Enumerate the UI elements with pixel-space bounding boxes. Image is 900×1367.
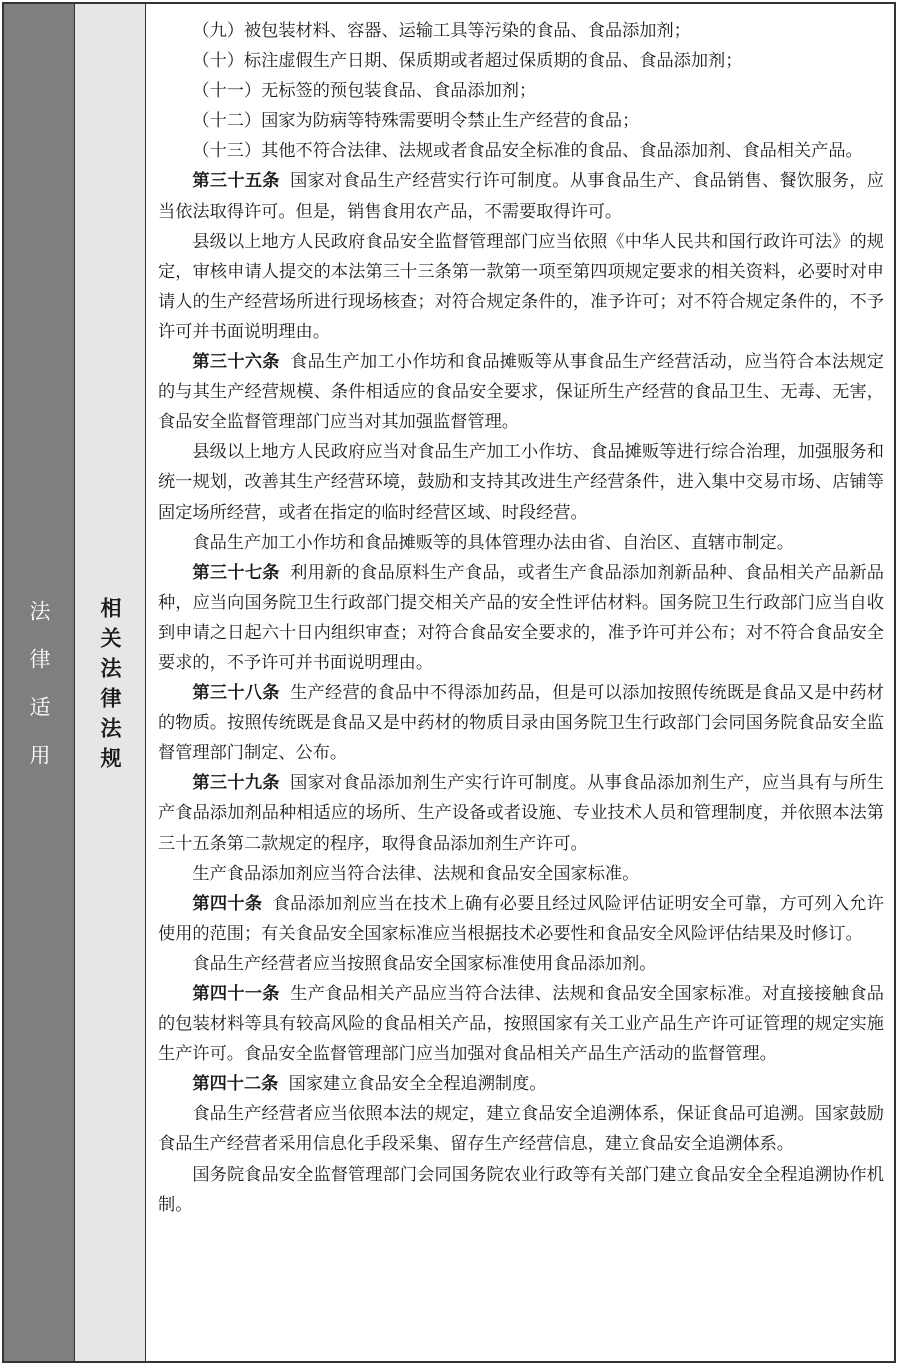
paragraph-text: 生产食品相关产品应当符合法律、法规和食品安全国家标准。对直接接触食品的包装材料等具有较高风险的食品相关产品，按照国家有关工业产品生产许可证管理的规定实施生产许可。食品安全监督管理部门应当加强对食品相关产品生产活动的监督管理。 <box>158 984 884 1065</box>
law-paragraph <box>158 347 884 437</box>
law-paragraph <box>158 227 884 347</box>
paragraph-text: 生产经营的食品中不得添加药品，但是可以添加按照传统既是食品又是中药材的物质。按照传统既是食品又是中药材的物质目录由国务院卫生行政部门会同国务院食品安全监督管理部门制定、公布。 <box>158 683 884 764</box>
article-number: 第四十条 <box>192 893 263 914</box>
paragraph-text: 食品生产经营者应当按照食品安全国家标准使用食品添加剂。 <box>192 953 657 974</box>
law-paragraph <box>158 558 884 678</box>
paragraph-text: （十三）其他不符合法律、法规或者食品安全标准的食品、食品添加剂、食品相关产品。 <box>192 141 863 162</box>
law-paragraph <box>158 889 884 949</box>
law-paragraph <box>158 437 884 527</box>
article-number: 第三十五条 <box>192 171 280 192</box>
article-number: 第四十二条 <box>192 1074 279 1095</box>
law-paragraph <box>158 768 884 858</box>
paragraph-text: 利用新的食品原料生产食品，或者生产食品添加剂新品种、食品相关产品新品种，应当向国务院卫生行政部门提交相关产品的安全性评估材料。国务院卫生行政部门应当自收到申请之日起六十日内组织审查；对符合食品安全要求的，准予许可并公布；对不符合食品安全要求的，不予许可并书面说明理由。 <box>158 562 884 673</box>
document-table <box>2 2 896 1363</box>
law-paragraph <box>158 16 884 46</box>
paragraph-text: 食品添加剂应当在技术上确有必要且经过风险评估证明安全可靠，方可列入允许使用的范围；有关食品安全国家标准应当根据技术必要性和食品安全风险评估结果及时修订。 <box>158 893 884 944</box>
law-paragraph <box>158 528 884 558</box>
law-paragraph <box>158 1069 884 1099</box>
paragraph-text: 食品生产经营者应当依照本法的规定，建立食品安全追溯体系，保证食品可追溯。国家鼓励食品生产经营者采用信息化手段采集、留存生产经营信息，建立食品安全追溯体系。 <box>158 1104 884 1155</box>
article-number: 第四十一条 <box>192 984 280 1004</box>
article-number: 第三十八条 <box>192 683 280 704</box>
article-number: 第三十六条 <box>192 352 280 373</box>
paragraph-text: 国家建立食品安全全程追溯制度。 <box>288 1074 547 1095</box>
law-paragraph <box>158 136 884 166</box>
law-paragraph <box>158 859 884 889</box>
paragraph-text: 国家对食品生产经营实行许可制度。从事食品生产、食品销售、餐饮服务，应当依法取得许可。但是，销售食用农产品，不需要取得许可。 <box>158 171 884 222</box>
category-column <box>4 4 75 1361</box>
law-paragraph <box>158 1099 884 1159</box>
subcategory-label: 相关法律法规 <box>98 597 122 777</box>
law-text-body <box>146 4 894 1361</box>
subcategory-column <box>75 4 146 1361</box>
paragraph-text: （十）标注虚假生产日期、保质期或者超过保质期的食品、食品添加剂； <box>192 51 743 72</box>
law-paragraph <box>158 949 884 979</box>
law-paragraph <box>158 166 884 226</box>
law-paragraph <box>158 1160 884 1220</box>
law-paragraph <box>158 678 884 768</box>
law-paragraph <box>158 979 884 1069</box>
law-paragraph <box>158 46 884 76</box>
paragraph-text: 食品生产加工小作坊和食品摊贩等从事食品生产经营活动，应当符合本法规定的与其生产经营规模、条件相适应的食品安全要求，保证所生产经营的食品卫生、无毒、无害，食品安全监督管理部门应当对其加强监督管理。 <box>158 352 884 433</box>
paragraph-text: （十二）国家为防病等特殊需要明令禁止生产经营的食品； <box>192 111 640 132</box>
paragraph-text: 食品生产加工小作坊和食品摊贩等的具体管理办法由省、自治区、直辖市制定。 <box>192 532 794 553</box>
article-number: 第三十九条 <box>192 773 280 794</box>
paragraph-text: 生产食品添加剂应当符合法律、法规和食品安全国家标准。 <box>192 863 640 884</box>
paragraph-text: 县级以上地方人民政府食品安全监督管理部门应当依照《中华人民共和国行政许可法》的规定，审核申请人提交的本法第三十三条第一款第一项至第四项规定要求的相关资料，必要时对申请人的生产经营场所进行现场核查；对符合规定条件的，准予许可；对不符合规定条件的，不予许可并书面说明理由。 <box>158 231 884 342</box>
law-paragraph <box>158 76 884 106</box>
paragraph-text: （九）被包装材料、容器、运输工具等污染的食品、食品添加剂； <box>192 21 691 41</box>
paragraph-text: 国家对食品添加剂生产实行许可制度。从事食品添加剂生产，应当具有与所生产食品添加剂品种相适应的场所、生产设备或者设施、专业技术人员和管理制度，并依照本法第三十五条第二款规定的程序，取得食品添加剂生产许可。 <box>158 773 884 854</box>
paragraph-text: （十一）无标签的预包装食品、食品添加剂； <box>192 81 537 102</box>
category-label: 法律适用 <box>27 600 51 792</box>
paragraph-text: 国务院食品安全监督管理部门会同国务院农业行政等有关部门建立食品安全全程追溯协作机制。 <box>158 1164 884 1215</box>
law-paragraph <box>158 106 884 136</box>
article-number: 第三十七条 <box>192 562 280 583</box>
paragraph-text: 县级以上地方人民政府应当对食品生产加工小作坊、食品摊贩等进行综合治理，加强服务和统一规划，改善其生产经营环境，鼓励和支持其改进生产经营条件，进入集中交易市场、店铺等固定场所经营，或者在指定的临时经营区域、时段经营。 <box>158 442 884 523</box>
